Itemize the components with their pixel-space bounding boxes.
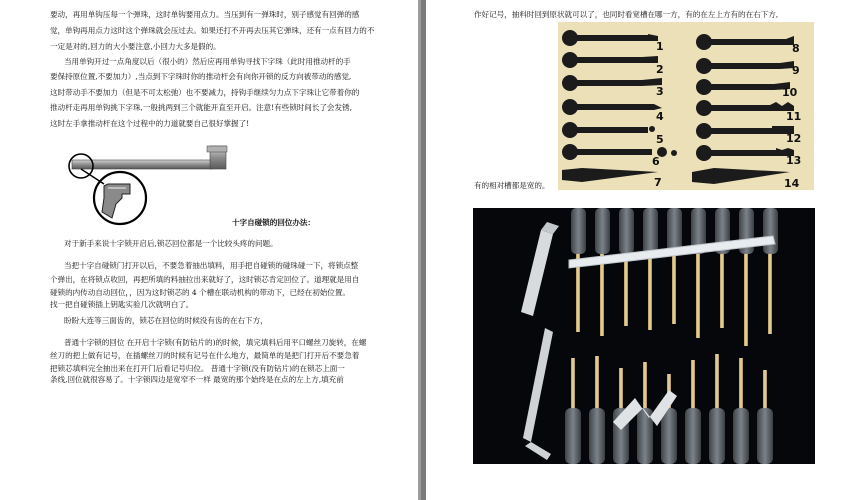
- paragraph-line: 作好记号，抽料时回到原状就可以了，也同时看宽槽在哪一方，有的在左上方有的在右下方,: [474, 10, 779, 19]
- paragraph-line: 丝刀的把上做有记号，在插螺丝刀的时候有记号在什么地方，最简单的是把门打开后不要急着: [50, 351, 360, 360]
- page-gutter: [418, 0, 426, 500]
- pick-10: [696, 79, 790, 95]
- paragraph-line: 条线,回位就很容易了。十字锁四边是宽窄不一样 最宽的那个始终是在点的左上方,填充前: [50, 375, 344, 384]
- pick-number-label: 8: [792, 42, 800, 55]
- left-document-page: [0, 0, 418, 500]
- pick-1: [562, 30, 658, 46]
- paragraph-line: 普通十字锁的回位 在开启十字锁(有防钻片的)的时候，填完填料后用平口螺丝刀旋转，在螺: [64, 338, 367, 347]
- paragraph-line: 要保持原位置,不要加力）,当点到下字珠时你的推动杆会有向你开锁的反方向被带动的感觉,: [50, 72, 352, 81]
- paragraph-line: 当把十字自碰锁门打开以后，不要急着抽出填料，用手把自碰锁的碰珠碰一下，将锁点整: [64, 261, 359, 270]
- pick-11: [696, 100, 794, 116]
- paragraph-line: 觉，单钩再用点力这时这个弹珠就会压过去。如果还打不开再去压其它弹珠，还有一点有回力的不: [50, 26, 375, 35]
- pick-5: [562, 122, 655, 138]
- pick-number-label: 5: [656, 133, 664, 146]
- hook-tip-magnified: [102, 184, 130, 218]
- pick-number-label: 9: [792, 64, 800, 77]
- paragraph-line: 这时带动手不要加力（但是不可太松弛）也不要减力，持钩手继续匀力点下字珠让它带着你的: [50, 88, 360, 97]
- pick-number-label: 11: [786, 110, 802, 123]
- paragraph-line: 盼盼大连等三面齿的，锁芯在回位的时候没有齿的在右下方，: [64, 316, 268, 325]
- paragraph-line: 个弹出，在将锁点收回，再把所填的料抽拉出来就好了，这时锁芯肯定回位了。道理就是用自: [50, 275, 360, 284]
- top-pick-blades: [576, 254, 772, 346]
- pick-set-photo: [558, 22, 814, 190]
- hook-pick-illustration: [64, 142, 234, 232]
- pick-number-label: 4: [656, 110, 664, 123]
- paragraph-line: 要动，再用单钩压每一个弹珠，这时单钩要用点力。当压到有一弹珠时，别子感觉有回弹的感: [50, 10, 360, 19]
- right-document-page: [426, 0, 844, 500]
- paragraph-line: 当用单钩开过一点角度以后（很小的）然后应再用单钩寻找下字珠（此时用推动杆的手: [64, 57, 351, 66]
- pick-2: [562, 52, 658, 68]
- pick-number-label: 3: [656, 85, 664, 98]
- bottom-pick-handles: [565, 408, 773, 464]
- paragraph-line: 对于新手来说十字锁开启后,锁芯回位都是一个比较头疼的问题。: [64, 239, 278, 248]
- tension-wrench: [521, 230, 553, 316]
- pick-number-label: 2: [656, 63, 664, 76]
- paragraph-line: 一定是对的,回力的大小要注意,小回力大多是假的。: [50, 42, 221, 51]
- paragraph-line: 这时左手拿推动杆在这个过程中的力道就要自己很好掌握了!: [50, 119, 250, 128]
- pick-6: [562, 144, 677, 160]
- paragraph-line: 找一把自碰锁插上钥匙实验几次就明白了。: [50, 300, 194, 309]
- lock-pick-tools-photo: [473, 208, 815, 464]
- photo-caption: 有的相对槽都是宽的。: [474, 181, 550, 190]
- pick-7: [562, 168, 658, 182]
- hook-pick-shape: [72, 146, 227, 169]
- paragraph-line: 碰锁的内传动自动回位，，因为这时锁芯的 4 个槽在联动机构的带动下，已经在初始位置。: [50, 288, 350, 297]
- pick-number-label: 13: [786, 154, 802, 167]
- pick-3: [562, 75, 662, 91]
- pick-number-label: 10: [782, 86, 798, 99]
- pick-14: [692, 168, 790, 184]
- pick-number-label: 14: [784, 177, 800, 190]
- paragraph-line: 把锁芯填料完全抽出来在打开门后看记号归位。 普通十字锁(没有防钻片)的在锁芯上面一: [50, 364, 345, 373]
- pick-4: [562, 99, 662, 115]
- pick-12: [696, 123, 794, 139]
- paragraph-line: 推动杆走再用单钩挑下字珠,一般挑两到三个就能开直至开启。注意!有些锁时间长了会发锈,: [50, 103, 352, 112]
- pick-number-label: 12: [786, 132, 802, 145]
- pick-number-label: 7: [654, 176, 662, 189]
- pick-13: [696, 145, 794, 161]
- pick-9: [696, 58, 794, 74]
- pick-8: [696, 34, 794, 50]
- section-heading: 十字自碰锁的回位办法：: [232, 218, 315, 227]
- pick-number-label: 1: [656, 40, 664, 53]
- pick-number-label: 6: [652, 155, 660, 168]
